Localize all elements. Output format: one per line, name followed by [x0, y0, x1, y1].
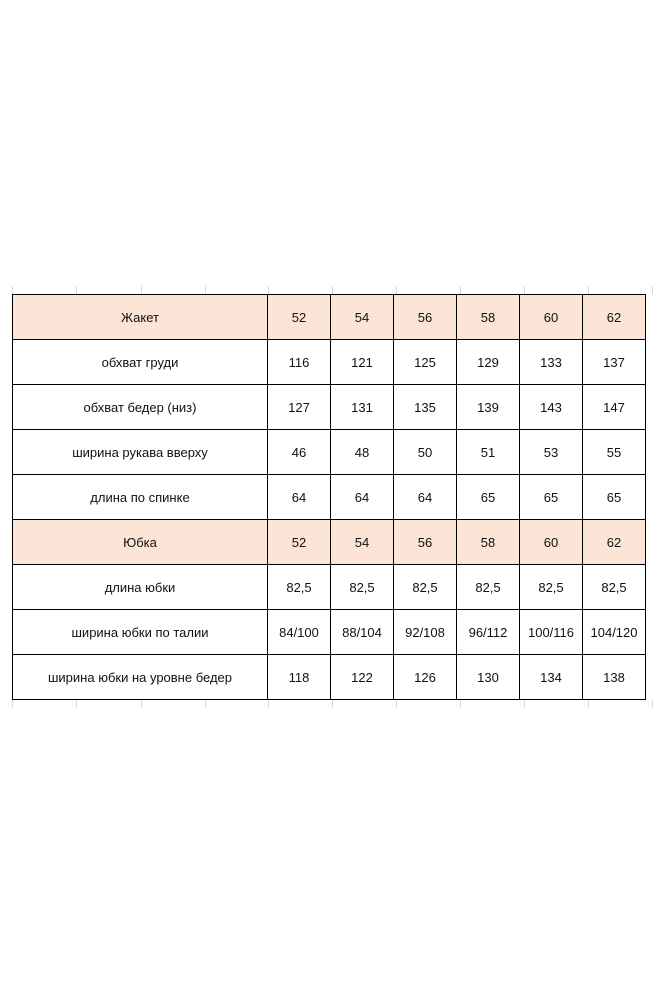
section-title-cell[interactable]: Юбка — [13, 520, 268, 565]
value-cell[interactable]: 127 — [268, 385, 331, 430]
value-cell[interactable]: 65 — [457, 475, 520, 520]
gridline-hint — [524, 700, 525, 708]
measurement-label-cell[interactable]: длина юбки — [13, 565, 268, 610]
table-row — [13, 430, 646, 475]
value-cell[interactable]: 116 — [268, 340, 331, 385]
measurement-label-cell[interactable]: обхват груди — [13, 340, 268, 385]
gridline-hint — [12, 286, 13, 294]
value-cell[interactable]: 64 — [268, 475, 331, 520]
value-cell[interactable]: 92/108 — [394, 610, 457, 655]
gridline-hint — [141, 286, 142, 294]
size-header-cell[interactable]: 60 — [520, 520, 583, 565]
table-row — [13, 475, 646, 520]
gridline-hint — [588, 286, 589, 294]
section-header-row — [13, 295, 646, 340]
value-cell[interactable]: 64 — [394, 475, 457, 520]
value-cell[interactable]: 137 — [583, 340, 646, 385]
value-cell[interactable]: 139 — [457, 385, 520, 430]
table-row — [13, 565, 646, 610]
size-header-cell[interactable]: 56 — [394, 295, 457, 340]
size-header-cell[interactable]: 54 — [331, 520, 394, 565]
size-table-body — [13, 295, 646, 700]
size-header-cell[interactable]: 54 — [331, 295, 394, 340]
value-cell[interactable]: 55 — [583, 430, 646, 475]
gridline-hint — [524, 286, 525, 294]
gridline-hint — [205, 286, 206, 294]
size-header-cell[interactable]: 60 — [520, 295, 583, 340]
gridline-hint — [332, 286, 333, 294]
section-title-cell[interactable]: Жакет — [13, 295, 268, 340]
value-cell[interactable]: 65 — [520, 475, 583, 520]
size-header-cell[interactable]: 62 — [583, 295, 646, 340]
value-cell[interactable]: 126 — [394, 655, 457, 700]
section-header-row — [13, 520, 646, 565]
gridline-hint — [76, 286, 77, 294]
gridline-hint — [332, 700, 333, 708]
measurement-label-cell[interactable]: ширина юбки по талии — [13, 610, 268, 655]
gridline-hint — [588, 700, 589, 708]
value-cell[interactable]: 129 — [457, 340, 520, 385]
table-row — [13, 610, 646, 655]
value-cell[interactable]: 48 — [331, 430, 394, 475]
value-cell[interactable]: 65 — [583, 475, 646, 520]
gridline-hint — [652, 700, 653, 708]
value-cell[interactable]: 51 — [457, 430, 520, 475]
table-row — [13, 655, 646, 700]
size-header-cell[interactable]: 62 — [583, 520, 646, 565]
value-cell[interactable]: 131 — [331, 385, 394, 430]
value-cell[interactable]: 96/112 — [457, 610, 520, 655]
gridline-hint — [396, 700, 397, 708]
measurement-label-cell[interactable]: ширина рукава вверху — [13, 430, 268, 475]
gridline-hint — [268, 286, 269, 294]
value-cell[interactable]: 125 — [394, 340, 457, 385]
gridline-hint — [141, 700, 142, 708]
size-header-cell[interactable]: 56 — [394, 520, 457, 565]
measurement-label-cell[interactable]: длина по спинке — [13, 475, 268, 520]
gridline-hint — [460, 286, 461, 294]
size-header-cell[interactable]: 58 — [457, 520, 520, 565]
gridline-hint — [460, 700, 461, 708]
value-cell[interactable]: 130 — [457, 655, 520, 700]
value-cell[interactable]: 82,5 — [520, 565, 583, 610]
value-cell[interactable]: 50 — [394, 430, 457, 475]
value-cell[interactable]: 64 — [331, 475, 394, 520]
table-row — [13, 385, 646, 430]
size-header-cell[interactable]: 52 — [268, 520, 331, 565]
value-cell[interactable]: 134 — [520, 655, 583, 700]
value-cell[interactable]: 135 — [394, 385, 457, 430]
table-row — [13, 340, 646, 385]
value-cell[interactable]: 82,5 — [268, 565, 331, 610]
value-cell[interactable]: 104/120 — [583, 610, 646, 655]
measurement-label-cell[interactable]: обхват бедер (низ) — [13, 385, 268, 430]
value-cell[interactable]: 46 — [268, 430, 331, 475]
size-header-cell[interactable]: 58 — [457, 295, 520, 340]
gridline-hint — [396, 286, 397, 294]
value-cell[interactable]: 82,5 — [457, 565, 520, 610]
value-cell[interactable]: 133 — [520, 340, 583, 385]
gridline-hint — [268, 700, 269, 708]
value-cell[interactable]: 82,5 — [583, 565, 646, 610]
size-table — [12, 294, 646, 700]
value-cell[interactable]: 121 — [331, 340, 394, 385]
value-cell[interactable]: 53 — [520, 430, 583, 475]
gridline-hint — [76, 700, 77, 708]
value-cell[interactable]: 118 — [268, 655, 331, 700]
gridline-hint — [652, 286, 653, 294]
value-cell[interactable]: 82,5 — [394, 565, 457, 610]
value-cell[interactable]: 88/104 — [331, 610, 394, 655]
size-header-cell[interactable]: 52 — [268, 295, 331, 340]
value-cell[interactable]: 138 — [583, 655, 646, 700]
value-cell[interactable]: 100/116 — [520, 610, 583, 655]
value-cell[interactable]: 82,5 — [331, 565, 394, 610]
gridline-hint — [12, 700, 13, 708]
value-cell[interactable]: 143 — [520, 385, 583, 430]
measurement-label-cell[interactable]: ширина юбки на уровне бедер — [13, 655, 268, 700]
value-cell[interactable]: 147 — [583, 385, 646, 430]
gridline-hint — [205, 700, 206, 708]
value-cell[interactable]: 84/100 — [268, 610, 331, 655]
value-cell[interactable]: 122 — [331, 655, 394, 700]
